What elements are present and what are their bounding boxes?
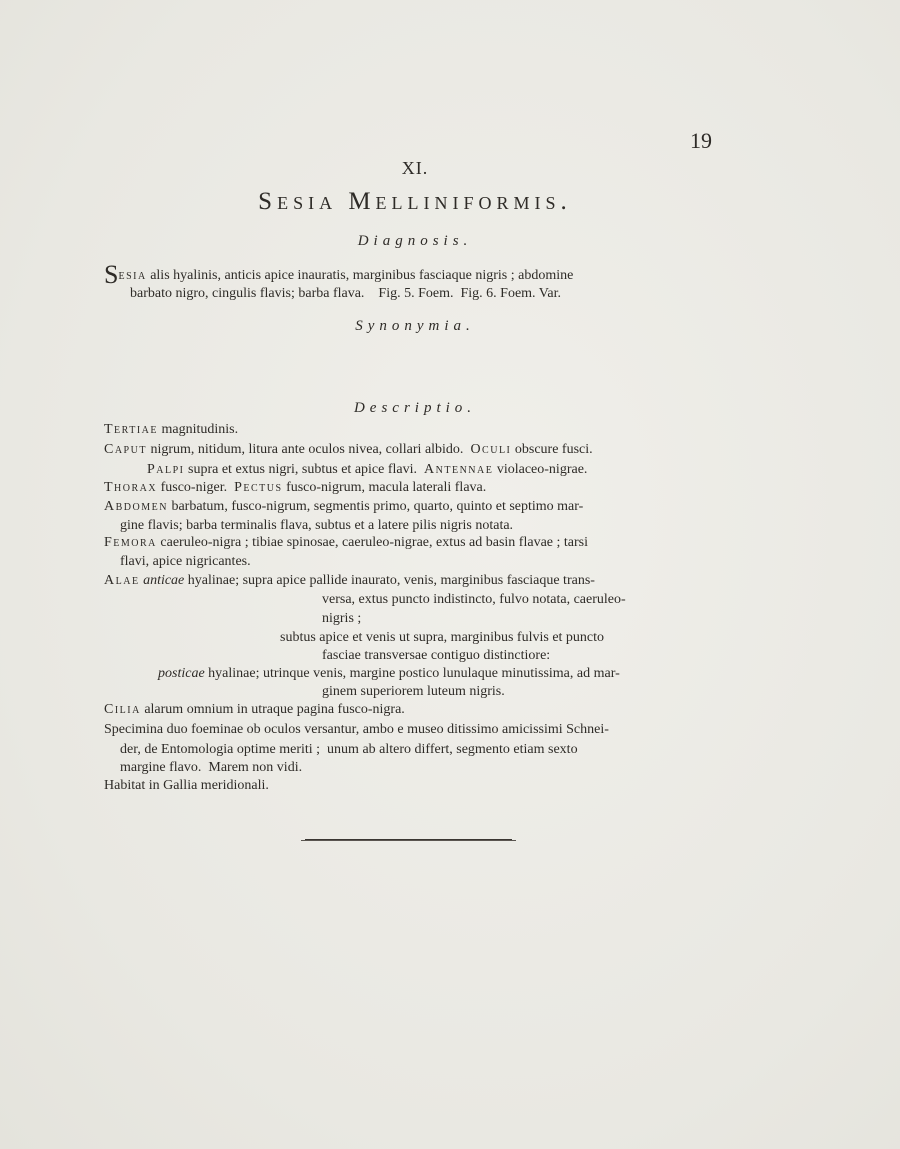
desc-line-15: ginem superiorem luteum nigris. xyxy=(322,684,505,699)
desc-line-10: versa, extus puncto indistincto, fulvo notata, caeruleo- xyxy=(322,592,626,607)
desc-line-7: Femora caeruleo-nigra ; tibiae spinosae, caeruleo-nigrae, extus ad basin flavae ; tarsi xyxy=(104,535,588,550)
desc-line-6: gine flavis; barba terminalis flava, subtus et a latere pilis nigris notata. xyxy=(120,518,514,533)
diagnosis-line-2: barbato nigro, cingulis flavis; barba flava. Fig. 5. Foem. Fig. 6. Foem. Var. xyxy=(130,286,561,301)
desc-line-5: Abdomen barbatum, fusco-nigrum, segmentis primo, quarto, quinto et septimo mar- xyxy=(104,499,584,514)
desc-line-11: nigris ; xyxy=(322,611,362,626)
desc-line-8: flavi, apice nigricantes. xyxy=(120,554,251,569)
descriptio-heading: Descriptio. xyxy=(353,400,477,416)
desc-line-1: Tertiae magnitudinis. xyxy=(104,422,239,437)
desc-line-3: Palpi supra et extus nigri, subtus et apice flavi. Antennae violaceo-nigrae. xyxy=(147,462,588,477)
desc-line-19: margine flavo. Marem non vidi. xyxy=(120,760,303,775)
desc-line-12: subtus apice et venis ut supra, marginibus fulvis et puncto xyxy=(280,630,605,645)
page-number: 19 xyxy=(690,128,712,153)
desc-line-18: der, de Entomologia optime meriti ; unum ab altero differt, segmento etiam sexto xyxy=(120,742,578,757)
desc-line-9: Alae anticae hyalinae; supra apice pallide inaurato, venis, marginibus fasciaque trans- xyxy=(104,573,595,588)
chapter-number: XI. xyxy=(401,158,429,178)
desc-line-2: Caput nigrum, nitidum, litura ante oculos nivea, collari albido. Oculi obscure fusci. xyxy=(104,442,593,457)
end-rule xyxy=(305,839,512,841)
desc-line-13: fasciae transversae contiguo distinctiore: xyxy=(322,648,551,663)
desc-line-17: Specimina duo foeminae ob oculos versantur, ambo e museo ditissimo amicissimi Schnei- xyxy=(104,722,609,737)
desc-line-4: Thorax fusco-niger. Pectus fusco-nigrum, macula laterali flava. xyxy=(104,480,487,495)
diagnosis-heading: Diagnosis. xyxy=(357,233,473,249)
diagnosis-line-1: Sesia alis hyalinis, anticis apice inauratis, marginibus fasciaque nigris ; abdomine xyxy=(104,260,574,289)
desc-line-14: posticae hyalinae; utrinque venis, margine postico lunulaque minutissima, ad mar- xyxy=(158,666,620,681)
dropcap: S xyxy=(104,260,119,289)
desc-line-16: Cilia alarum omnium in utraque pagina fusco-nigra. xyxy=(104,702,405,717)
desc-line-20: Habitat in Gallia meridionali. xyxy=(104,778,269,793)
synonymia-heading: Synonymia. xyxy=(355,318,475,334)
page-title: Sesia Melliniformis. xyxy=(258,188,572,215)
